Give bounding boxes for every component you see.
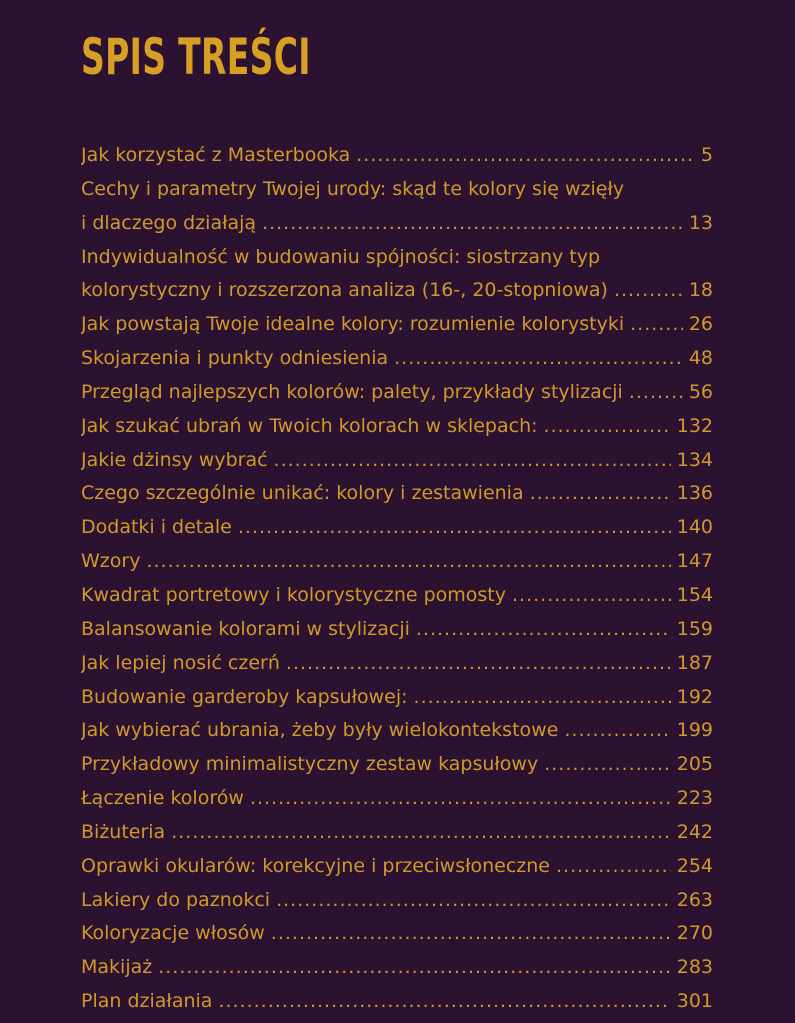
toc-entry[interactable] [81,477,713,511]
toc-entry-title: Balansowanie kolorami w stylizacji [81,617,410,640]
dot-leader [414,681,671,715]
toc-entry-title: i dlaczego działają [81,211,257,234]
dot-leader [274,444,671,478]
dot-leader [564,714,670,748]
toc-entry-title: Jak wybierać ubrania, żeby były wielokontekstowe [81,719,559,742]
toc-entry-title: Jakie dżinsy wybrać [81,448,268,471]
toc-entry[interactable] [81,444,713,478]
toc-entry-title: Budowanie garderoby kapsułowej: [81,685,408,708]
toc-entry-title: Plan działania [81,990,213,1013]
dot-leader [238,511,671,545]
toc-entry[interactable] [81,985,713,1019]
dot-leader [544,748,671,782]
toc-entry[interactable] [81,139,713,173]
toc-entry-title: kolorystyczny i rozszerzona analiza (16-, 20-stopniowa) [81,279,608,302]
toc-entry-page-number: 270 [676,922,713,945]
toc-entry[interactable] [81,274,713,308]
dot-leader [286,647,671,681]
toc-entry-title: Makijaż [81,956,153,979]
dot-leader [158,951,671,985]
dot-leader [262,207,683,241]
toc-entry-title: Jak szukać ubrań w Twoich kolorach w sklepach: [81,414,538,437]
toc-entry[interactable] [81,410,713,444]
dot-leader [146,545,670,579]
toc-entry[interactable] [81,782,713,816]
toc-entry[interactable] [81,376,713,410]
toc-list [81,139,713,1019]
toc-entry-title: Oprawki okularów: korekcyjne i przeciwsłoneczne [81,854,550,877]
toc-entry-page-number: 56 [688,380,713,403]
dot-leader [630,308,683,342]
toc-entry-title: Indywidualność w budowaniu spójności: siostrzany typ [81,245,601,268]
toc-entry-title: Jak korzystać z Masterbooka [81,144,351,166]
toc-entry-page-number: 205 [676,753,713,776]
toc-entry-page-number: 283 [676,956,713,979]
toc-entry[interactable] [81,748,713,782]
toc-entry-page-number: 242 [676,820,713,843]
toc-entry[interactable] [81,951,713,985]
dot-leader [512,579,671,613]
toc-entry-title: Przegląd najlepszych kolorów: palety, przykłady stylizacji [81,380,623,403]
toc-entry-page-number: 159 [676,617,713,640]
toc-entry-page-number: 140 [676,516,713,539]
toc-entry-page-number: 187 [676,651,713,674]
toc-entry-continued[interactable] [81,241,713,275]
toc-entry[interactable] [81,681,713,715]
toc-entry-title: Koloryzacje włosów [81,922,265,945]
toc-entry-page-number: 154 [676,583,713,606]
toc-entry[interactable] [81,342,713,376]
toc-entry-title: Czego szczególnie unikać: kolory i zestawienia [81,482,524,505]
toc-entry-page-number: 134 [676,448,713,471]
dot-leader [416,613,671,647]
toc-entry-title: Lakiery do paznokci [81,888,271,911]
dot-leader [629,376,683,410]
toc-entry-page-number: 5 [700,144,713,166]
dot-leader [218,985,670,1019]
toc-entry-page-number: 132 [676,414,713,437]
toc-entry[interactable] [81,917,713,951]
toc-entry[interactable] [81,511,713,545]
toc-entry[interactable] [81,207,713,241]
dot-leader [530,477,671,511]
dot-leader [250,782,671,816]
toc-entry-title: Łączenie kolorów [81,787,244,810]
dot-leader [271,917,671,951]
dot-leader [394,342,683,376]
toc-entry-title: Biżuteria [81,820,166,843]
toc-entry-title: Wzory [81,550,141,573]
toc-entry[interactable] [81,613,713,647]
toc-entry[interactable] [81,545,713,579]
dot-leader [544,410,671,444]
dot-leader [276,884,671,918]
toc-entry-page-number: 48 [688,347,713,370]
toc-entry-title: Skojarzenia i punkty odniesienia [81,347,389,370]
toc-entry-title: Kwadrat portretowy i kolorystyczne pomosty [81,583,506,606]
toc-entry-page-number: 263 [676,888,713,911]
toc-entry-title: Dodatki i detale [81,516,232,539]
toc-entry-page-number: 192 [676,685,713,708]
toc-entry[interactable] [81,850,713,884]
page-title: SPIS TREŚCI [81,28,311,86]
toc-entry-page-number: 26 [688,313,713,336]
toc-entry[interactable] [81,647,713,681]
dot-leader [614,274,683,308]
toc-entry-page-number: 136 [676,482,713,505]
toc-entry-page-number: 199 [676,719,713,742]
toc-entry-title: Przykładowy minimalistyczny zestaw kapsułowy [81,753,539,776]
toc-entry-title: Cechy i parametry Twojej urody: skąd te kolory się wzięły [81,177,625,200]
toc-entry-page-number: 147 [676,550,713,573]
toc-entry-page-number: 254 [676,854,713,877]
toc-entry-title: Jak lepiej nosić czerń [81,651,280,674]
dot-leader [171,816,671,850]
toc-entry-title: Jak powstają Twoje idealne kolory: rozumienie kolorystyki [81,313,625,336]
dot-leader [356,139,695,173]
toc-entry-continued[interactable] [81,173,713,207]
toc-entry-page-number: 223 [676,787,713,810]
toc-entry[interactable] [81,308,713,342]
toc-entry[interactable] [81,579,713,613]
dot-leader [556,850,671,884]
toc-entry[interactable] [81,816,713,850]
toc-entry-page-number: 301 [676,990,713,1013]
toc-entry[interactable] [81,714,713,748]
toc-entry-page-number: 13 [688,211,713,234]
toc-entry-page-number: 18 [688,279,713,302]
toc-entry[interactable] [81,884,713,918]
